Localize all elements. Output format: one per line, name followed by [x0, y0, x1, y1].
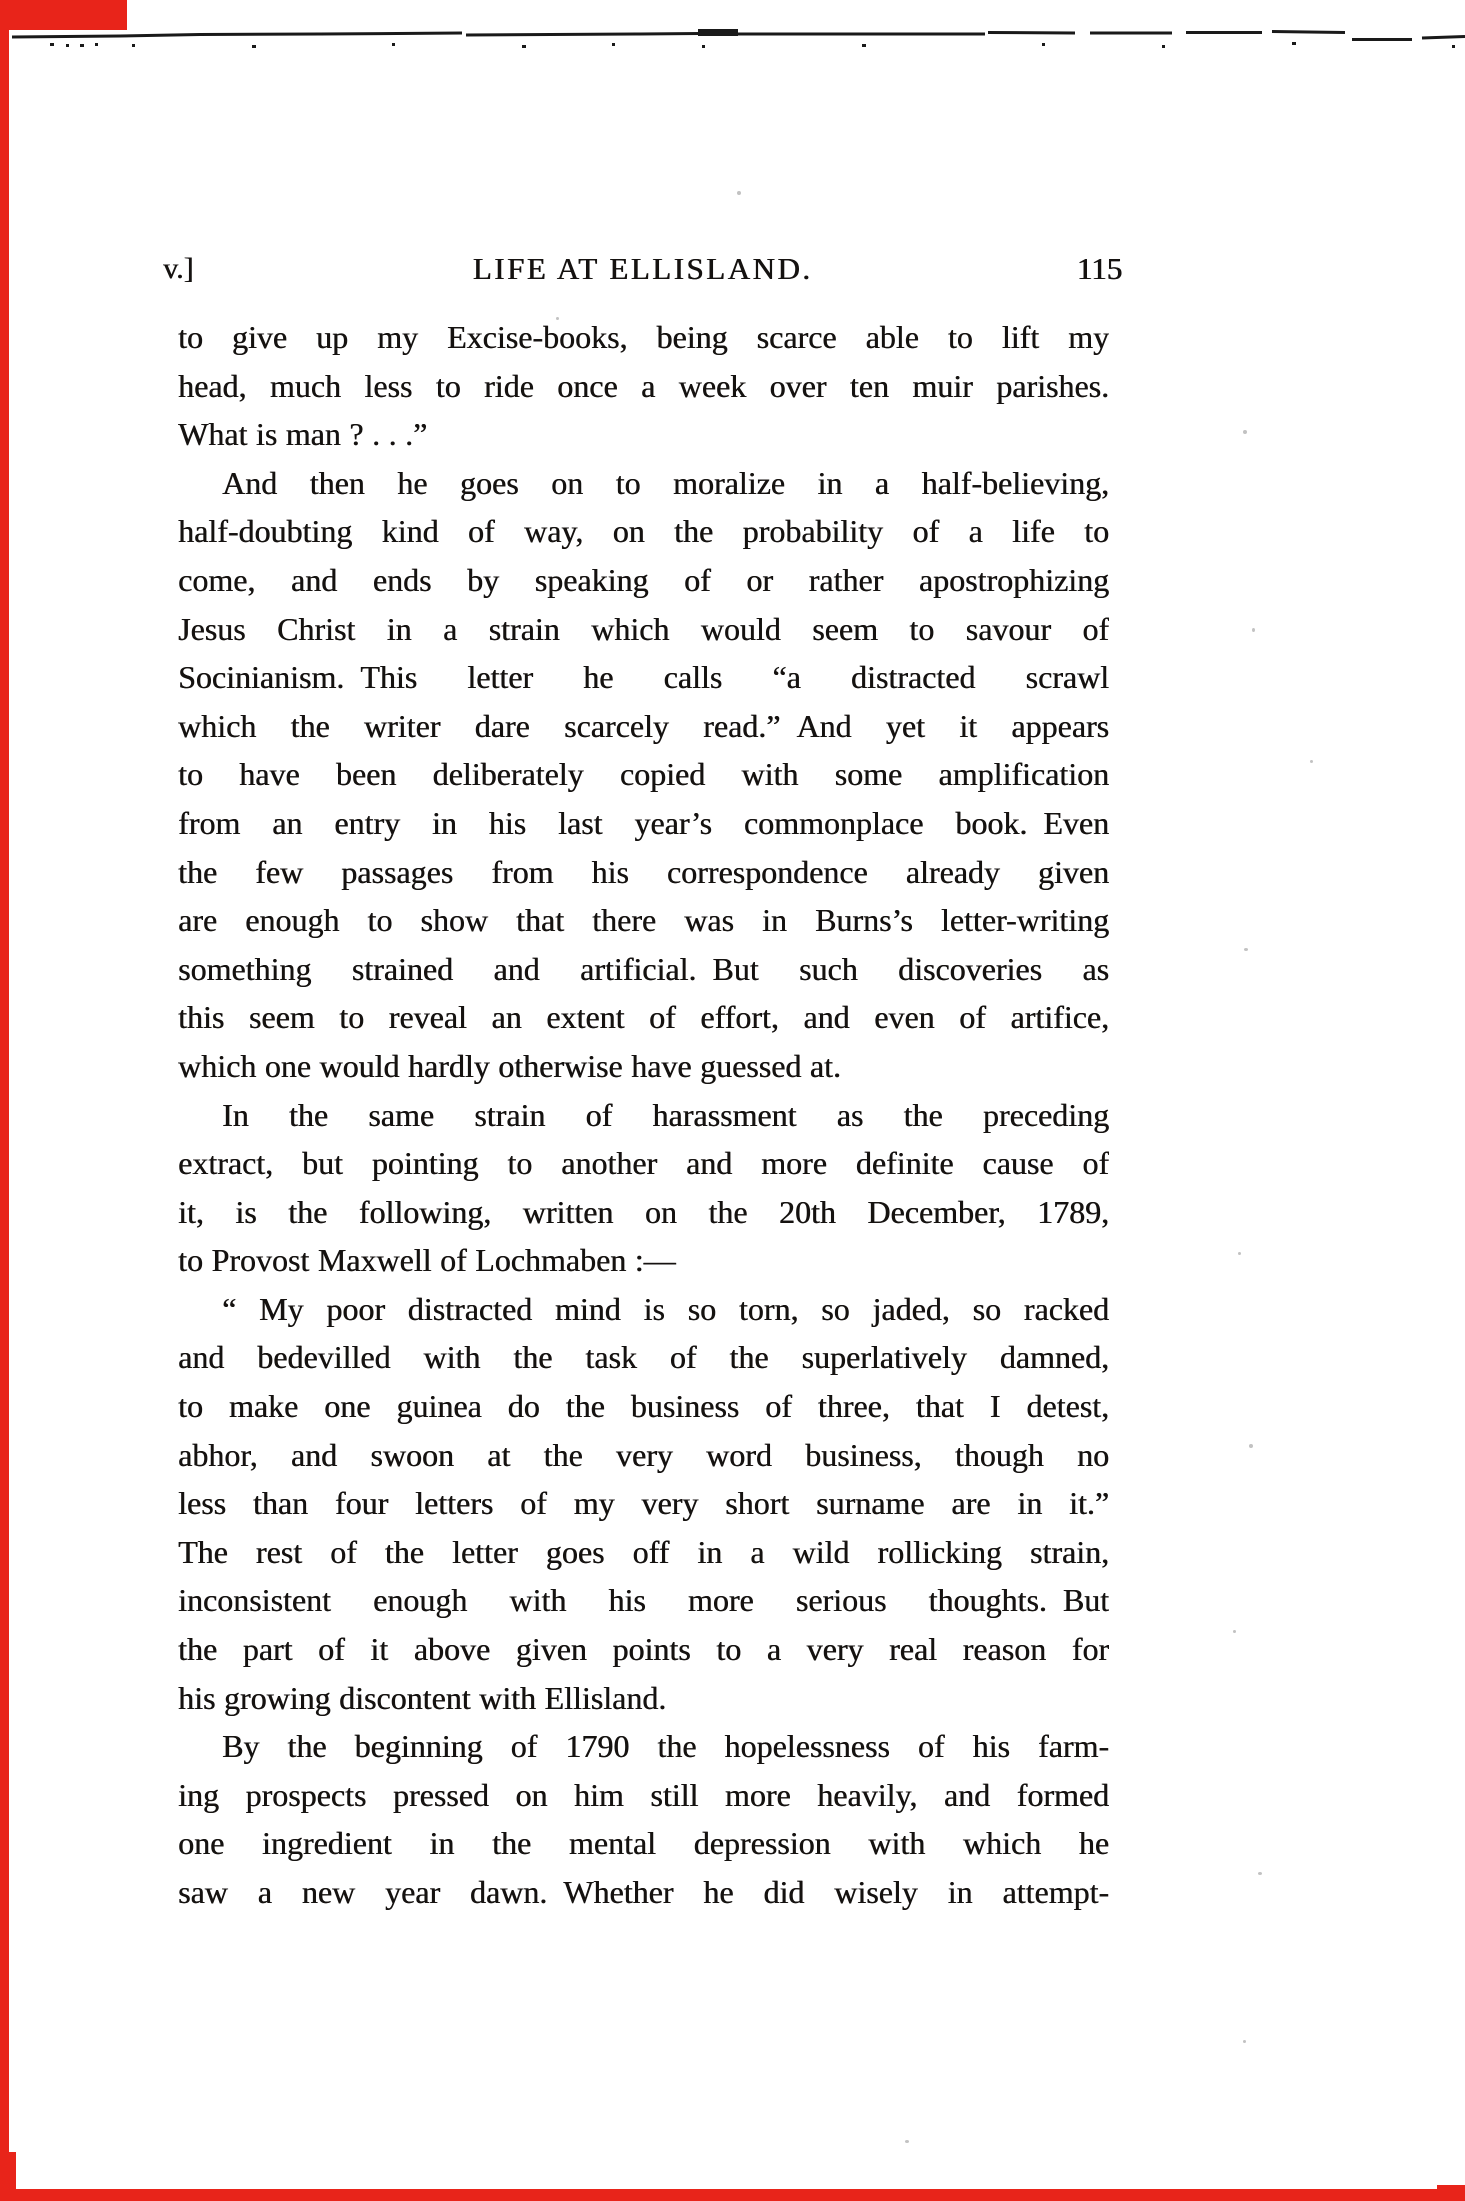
text-line: this seem to reveal an extent of effort, and even of artifice, [178, 999, 1109, 1036]
scan-red-corner-bottom-left [0, 2152, 16, 2201]
text-line: come, and ends by speaking of or rather apostrophizing [178, 561, 1109, 598]
text-line: to give up my Excise-books, being scarce able to lift my [178, 319, 1109, 355]
scan-speck [1238, 1252, 1241, 1255]
text-line: And then he goes on to moralize in a half-believing, [222, 464, 1109, 501]
chapter-marker: v.] [163, 252, 194, 285]
text-line: the part of it above given points to a very real reason for [178, 1631, 1109, 1668]
text-line: In the same strain of harassment as the preceding [222, 1096, 1109, 1133]
text-line: to make one guinea do the business of three, that I detest, [178, 1388, 1109, 1425]
scan-speck [1249, 1444, 1253, 1448]
text-line: By the beginning of 1790 the hopelessness of his farm- [222, 1728, 1109, 1765]
text-line: Jesus Christ in a strain which would seem to savour of [178, 610, 1109, 647]
scan-speck [1243, 430, 1247, 434]
scan-speck [1258, 1872, 1262, 1875]
text-line: it, is the following, written on the 20th December, 1789, [178, 1193, 1109, 1230]
text-line: What is man ? . . .” [178, 416, 428, 453]
text-block [178, 313, 1109, 1917]
scan-speck [1310, 760, 1313, 763]
scan-speck [1244, 948, 1248, 951]
text-line: one ingredient in the mental depression with which he [178, 1825, 1109, 1862]
scan-torn-edge-line [0, 0, 1465, 60]
scan-speck [737, 191, 741, 195]
scan-speck [1243, 2040, 1246, 2043]
text-line: saw a new year dawn. Whether he did wisely in attempt- [178, 1874, 1109, 1910]
text-line: “ My poor distracted mind is so torn, so jaded, so racked [222, 1290, 1109, 1327]
text-line: from an entry in his last year’s commonplace book. Even [178, 804, 1109, 841]
text-line: to Provost Maxwell of Lochmaben :— [178, 1242, 676, 1279]
text-line: abhor, and swoon at the very word business, though no [178, 1436, 1109, 1473]
scan-speck [905, 2140, 909, 2143]
scan-red-edge-left [0, 0, 9, 2201]
text-line: ing prospects pressed on him still more heavily, and formed [178, 1776, 1109, 1813]
scan-speck [1252, 628, 1255, 632]
text-line: and bedevilled with the task of the superlatively damned, [178, 1339, 1109, 1376]
text-line: the few passages from his correspondence already given [178, 853, 1109, 890]
page-header [163, 249, 1122, 291]
text-line: his growing discontent with Ellisland. [178, 1679, 667, 1716]
text-line: are enough to show that there was in Burns’s letter-writing [178, 902, 1109, 939]
text-line: something strained and artificial. But such discoveries as [178, 950, 1109, 987]
text-line: which the writer dare scarcely read.” And yet it appears [178, 707, 1109, 744]
text-line: extract, but pointing to another and more definite cause of [178, 1145, 1109, 1182]
text-line: less than four letters of my very short surname are in it.” [178, 1485, 1109, 1522]
text-line: head, much less to ride once a week over ten muir parishes. [178, 367, 1109, 404]
text-line: The rest of the letter goes off in a wild rollicking strain, [178, 1533, 1109, 1570]
running-title: LIFE AT ELLISLAND. [472, 251, 813, 286]
text-line: Socinianism. This letter he calls “a distracted scrawl [178, 659, 1109, 696]
scan-speck [1233, 1630, 1236, 1633]
text-line: to have been deliberately copied with some amplification [178, 756, 1109, 793]
page-number: 115 [1076, 251, 1122, 286]
text-line: which one would hardly otherwise have guessed at. [178, 1047, 841, 1084]
text-line: inconsistent enough with his more serious thoughts. But [178, 1582, 1109, 1619]
scan-red-edge-bottom [0, 2189, 1465, 2201]
scan-red-corner-bottom-right [1437, 2185, 1465, 2201]
text-line: half-doubting kind of way, on the probability of a life to [178, 513, 1109, 550]
